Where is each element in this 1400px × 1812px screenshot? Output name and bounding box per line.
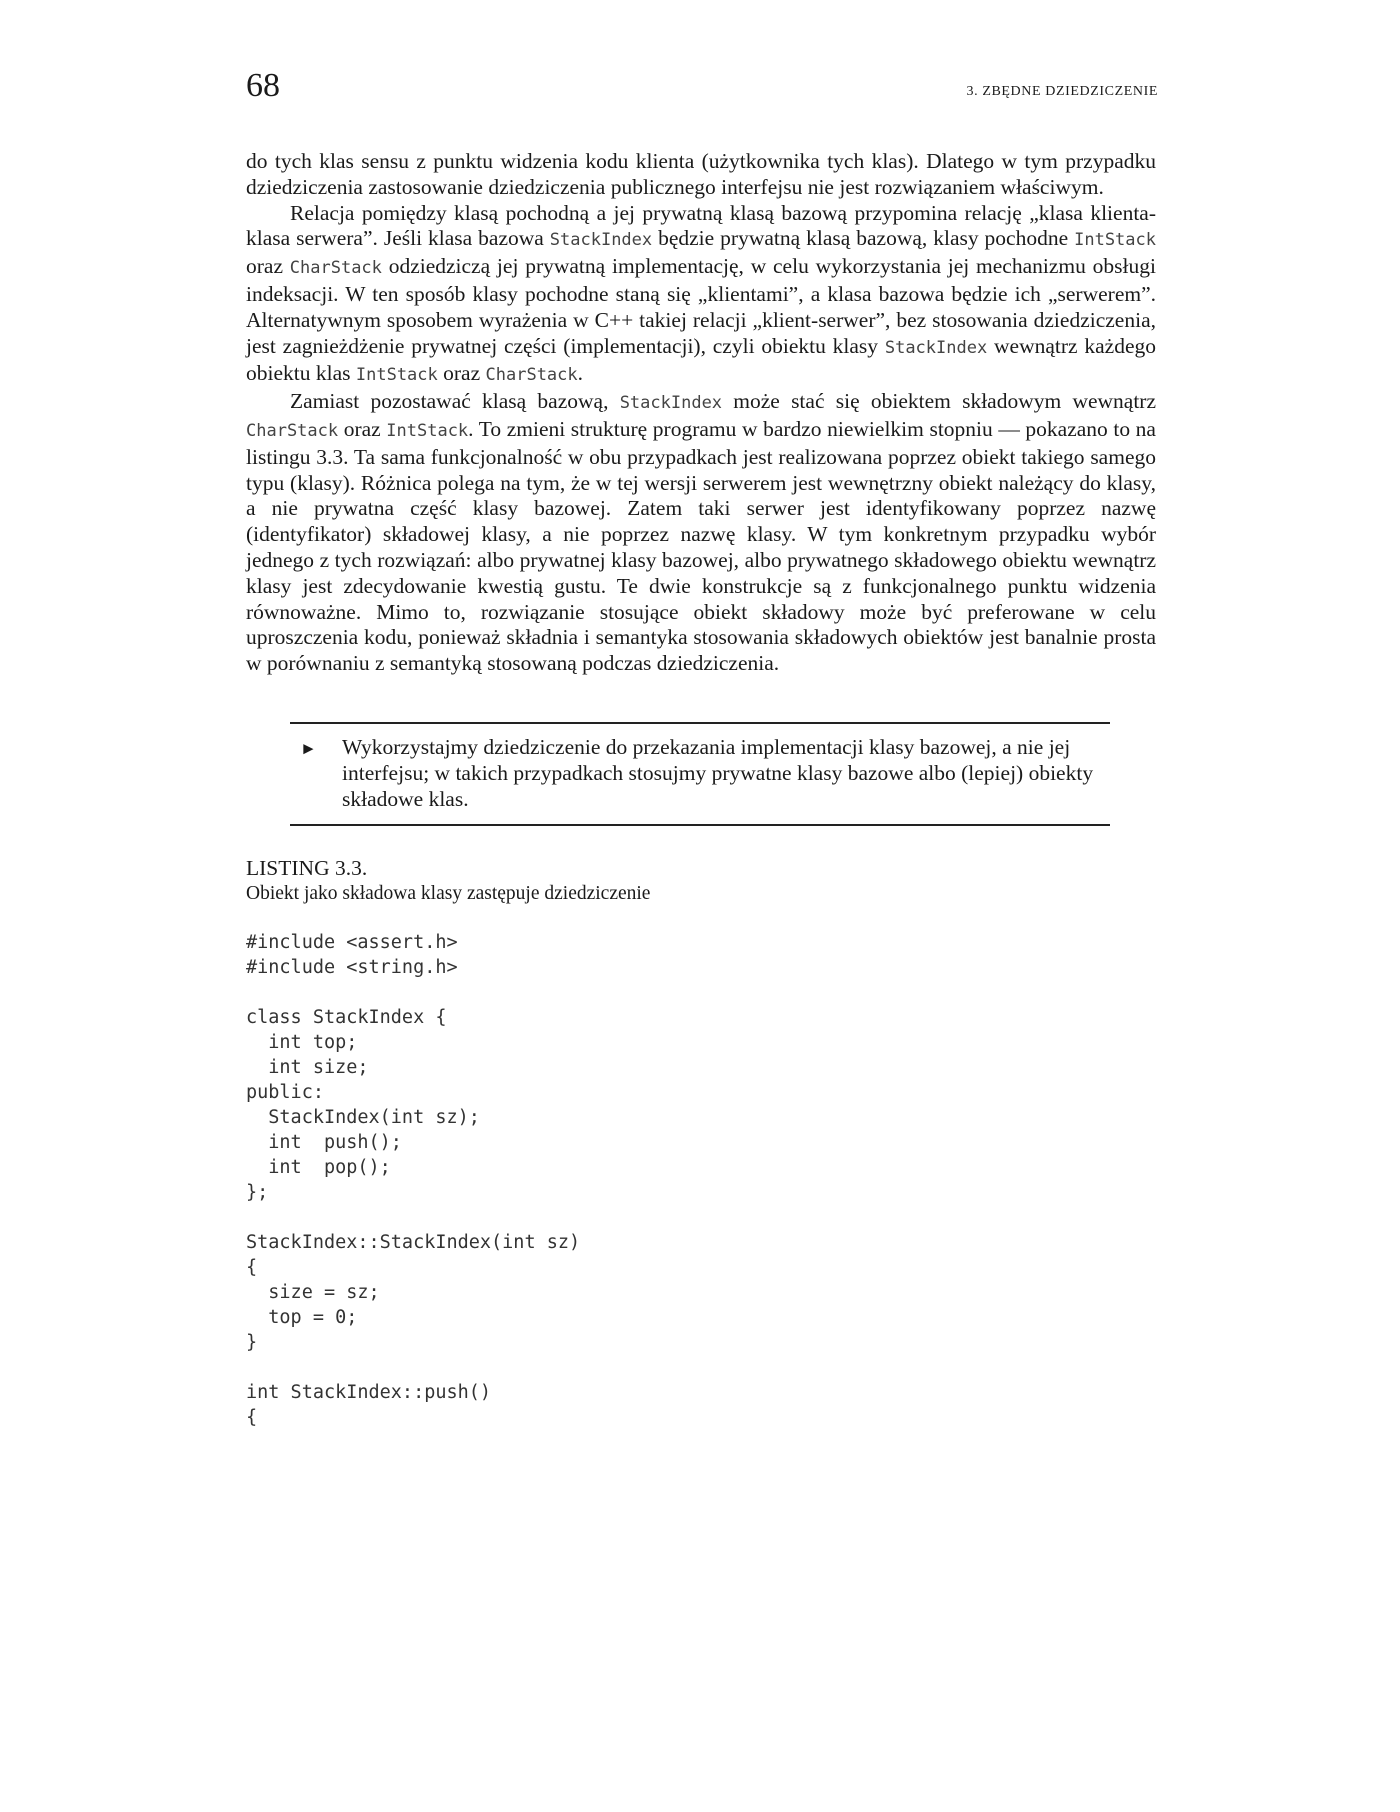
code-line (246, 1205, 580, 1230)
text-segment: oraz (338, 416, 387, 441)
paragraph-1: do tych klas sensu z punktu widzenia kodu klienta (użytkownika tych klas). Dlatego w tym przypadku dziedziczenia zastosowanie dziedziczenia publicznego interfejsu nie jest rozwiązaniem właściwym. (246, 149, 1156, 199)
body-text (246, 149, 1156, 677)
paragraph-2 (246, 201, 1156, 390)
inline-code: StackIndex (884, 337, 988, 358)
text-segment: wewnątrz każdego obiektu klas (246, 333, 1156, 386)
code-line: { (246, 1407, 258, 1428)
listing-title: LISTING 3.3. (246, 856, 368, 880)
inline-code: IntStack (1074, 230, 1156, 251)
code-line: int top; (246, 1032, 358, 1053)
inline-code: CharStack (246, 420, 339, 441)
code-listing (246, 930, 580, 1430)
code-line: }; (246, 1182, 269, 1203)
text-segment: oraz (246, 254, 290, 279)
text-segment: odziedziczą jej prywatną implementację, w celu wykorzystania jej mechanizmu obsługi indeksacji. W ten sposób klasy pochodne staną się „klientami”, a klasa bazowa będzie ich „serwerem”. Alternatywnym sposobem wyrażenia w C++ takiej relacji „klient-serwer”, bez stosowania dziedziczenia, jest zagnieżdżenie prywatnej części (implementacji), czyli obiektu klasy (246, 254, 1156, 358)
paragraph-3 (246, 389, 1156, 677)
text-segment: . To zmieni strukturę programu w bardzo niewielkim stopniu — pokazano to na listingu 3.3. Ta sama funkcjonalność w obu przypadkach jest realizowana poprzez obiekt takiego samego typu (klasy). Różnica polega na tym, że w tej wersji serwerem jest wewnętrzny obiekt należący do klasy, a nie prywatna część klasy bazowej. Zatem taki serwer jest identyfikowany poprzez nazwę (identyfikator) składowej klasy, a nie poprzez nazwę klasy. W tym konkretnym przypadku wybór jednego z tych rozwiązań: albo prywatnej klasy bazowej, albo prywatnego składowego obiektu wewnątrz klasy jest zdecydowanie kwestią gustu. Te dwie konstrukcje są z funkcjonalnego punktu widzenia równoważne. Mimo to, rozwiązanie stosujące obiekt składowy może być preferowane w celu uproszczenia kodu, ponieważ składnia i semantyka stosowania składowych obiektów jest banalnie prosta w porównaniu z semantyką stosowaną podczas dziedziczenia. (246, 416, 1156, 676)
code-line: { (246, 1257, 258, 1278)
triangle-bullet-icon: ► (300, 739, 317, 758)
code-line: StackIndex(int sz); (246, 1107, 480, 1128)
text-segment: oraz (437, 361, 486, 386)
page-number: 68 (246, 67, 280, 104)
inline-code: StackIndex (549, 230, 653, 251)
text-segment: . (577, 361, 584, 386)
text-segment: będzie prywatną klasą bazową, klasy pochodne (652, 226, 1075, 251)
code-line: public: (246, 1082, 324, 1103)
inline-code: StackIndex (619, 393, 723, 414)
callout-box (290, 722, 1110, 826)
inline-code: CharStack (485, 365, 578, 386)
code-line: #include <assert.h> (246, 932, 458, 953)
code-line: int size; (246, 1057, 369, 1078)
listing-caption: Obiekt jako składowa klasy zastępuje dziedziczenie (246, 883, 651, 904)
code-line: int StackIndex::push() (246, 1382, 492, 1403)
text-segment: może stać się obiektem składowym wewnątrz (722, 389, 1157, 414)
running-header: 3. ZBĘDNE DZIEDZICZENIE (966, 84, 1158, 99)
inline-code: IntStack (355, 365, 438, 386)
code-line: int push(); (246, 1132, 402, 1153)
code-line: int pop(); (246, 1157, 391, 1178)
code-line: StackIndex::StackIndex(int sz) (246, 1232, 581, 1253)
code-line: class StackIndex { (246, 1007, 447, 1028)
callout-text: Wykorzystajmy dziedziczenie do przekazania implementacji klasy bazowej, a nie jej interfejsu; w takich przypadkach stosujmy prywatne klasy bazowe albo (lepiej) obiekty składowe klas. (342, 735, 1094, 811)
inline-code: IntStack (386, 420, 469, 441)
text-segment: Zamiast pozostawać klasą bazową, (290, 389, 620, 414)
code-line: top = 0; (246, 1307, 358, 1328)
code-line (246, 980, 580, 1005)
code-line: #include <string.h> (246, 957, 458, 978)
text-segment: Relacja pomiędzy klasą pochodną a jej prywatną klasą bazową przypomina relację „klasa klienta-klasa serwera”. Jeśli klasa bazowa (246, 200, 1156, 251)
inline-code: CharStack (289, 258, 382, 279)
code-line: } (246, 1332, 258, 1353)
code-line (246, 1355, 580, 1380)
code-line: size = sz; (246, 1282, 380, 1303)
